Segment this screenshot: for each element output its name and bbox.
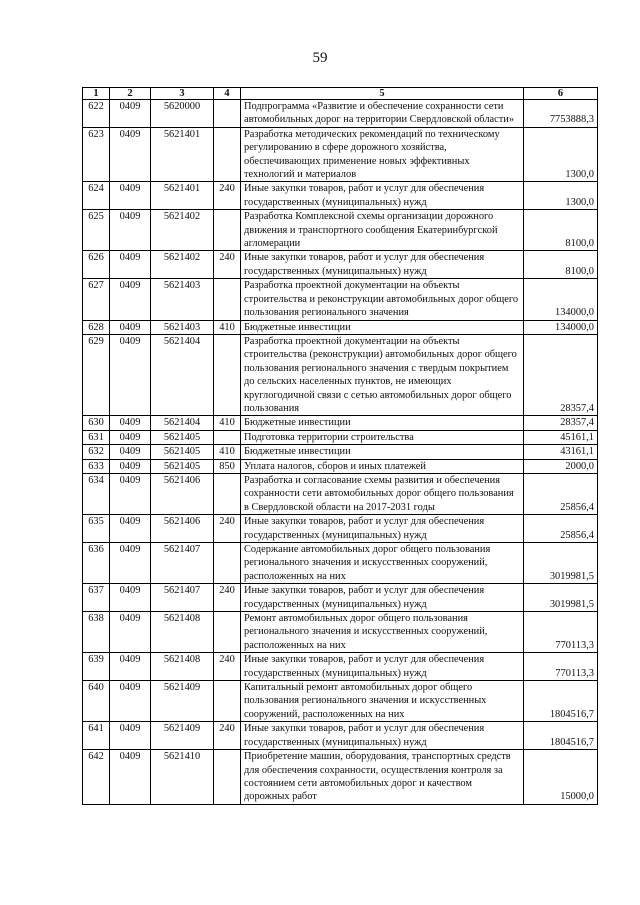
row-number: 640: [83, 681, 110, 722]
expense-type-code: 240: [214, 722, 241, 750]
target-article-code: 5621405: [151, 459, 214, 473]
target-article-code: 5620000: [151, 100, 214, 128]
table-row: [83, 473, 598, 514]
row-number: 636: [83, 543, 110, 584]
header-col-6: 6: [524, 88, 598, 100]
item-name: Разработка методических рекомендаций по техническому регулированию в сфере дорожного хозяйства, обеспечивающих применение новых эффективных технологий и материалов: [241, 127, 524, 182]
amount: 1300,0: [524, 182, 598, 210]
table-row: [83, 251, 598, 279]
amount: 25856,4: [524, 473, 598, 514]
table-row: [83, 279, 598, 320]
expense-type-code: [214, 210, 241, 251]
target-article-code: 5621407: [151, 584, 214, 612]
amount: 3019981,5: [524, 584, 598, 612]
item-name: Разработка проектной документации на объекты строительства и реконструкции автомобильных дорог общего пользования регионального значения: [241, 279, 524, 320]
item-name: Уплата налогов, сборов и иных платежей: [241, 459, 524, 473]
section-code: 0409: [110, 473, 151, 514]
table-row: [83, 543, 598, 584]
row-number: 635: [83, 515, 110, 543]
section-code: 0409: [110, 584, 151, 612]
expense-type-code: [214, 334, 241, 415]
target-article-code: 5621409: [151, 681, 214, 722]
target-article-code: 5621403: [151, 320, 214, 334]
table-row: [83, 459, 598, 473]
item-name: Подпрограмма «Развитие и обеспечение сохранности сети автомобильных дорог на территории Свердловской области»: [241, 100, 524, 128]
table-row: [83, 416, 598, 430]
section-code: 0409: [110, 750, 151, 805]
row-number: 631: [83, 430, 110, 444]
expense-type-code: [214, 430, 241, 444]
expense-type-code: 850: [214, 459, 241, 473]
table-row: [83, 653, 598, 681]
amount: 770113,3: [524, 612, 598, 653]
row-number: 638: [83, 612, 110, 653]
section-code: 0409: [110, 182, 151, 210]
amount: 8100,0: [524, 251, 598, 279]
section-code: 0409: [110, 445, 151, 459]
header-col-3: 3: [151, 88, 214, 100]
target-article-code: 5621406: [151, 515, 214, 543]
expense-type-code: 240: [214, 182, 241, 210]
item-name: Разработка проектной документации на объекты строительства (реконструкции) автомобильных дорог общего пользования регионального значения с твердым покрытием до сельских населенных пунктов, не имеющих круглогодичной связи с сетью автомобильных дорог общего пользования: [241, 334, 524, 415]
target-article-code: 5621401: [151, 127, 214, 182]
budget-table: [82, 87, 598, 805]
target-article-code: 5621404: [151, 416, 214, 430]
amount: 25856,4: [524, 515, 598, 543]
table-row: [83, 445, 598, 459]
item-name: Бюджетные инвестиции: [241, 445, 524, 459]
target-article-code: 5621402: [151, 210, 214, 251]
table-row: [83, 334, 598, 415]
table-body: [83, 100, 598, 805]
target-article-code: 5621408: [151, 653, 214, 681]
table-row: [83, 612, 598, 653]
expense-type-code: 240: [214, 653, 241, 681]
table-row: [83, 584, 598, 612]
target-article-code: 5621407: [151, 543, 214, 584]
row-number: 639: [83, 653, 110, 681]
row-number: 622: [83, 100, 110, 128]
table-row: [83, 750, 598, 805]
amount: 8100,0: [524, 210, 598, 251]
section-code: 0409: [110, 612, 151, 653]
section-code: 0409: [110, 515, 151, 543]
header-col-4: 4: [214, 88, 241, 100]
table-row: [83, 681, 598, 722]
amount: 134000,0: [524, 320, 598, 334]
expense-type-code: 240: [214, 515, 241, 543]
target-article-code: 5621409: [151, 722, 214, 750]
table-row: [83, 100, 598, 128]
header-row: [83, 88, 598, 100]
section-code: 0409: [110, 653, 151, 681]
section-code: 0409: [110, 100, 151, 128]
table-row: [83, 210, 598, 251]
section-code: 0409: [110, 722, 151, 750]
table-row: [83, 182, 598, 210]
amount: 28357,4: [524, 416, 598, 430]
expense-type-code: [214, 127, 241, 182]
table-header: [83, 88, 598, 100]
amount: 1804516,7: [524, 722, 598, 750]
item-name: Иные закупки товаров, работ и услуг для обеспечения государственных (муниципальных) нужд: [241, 182, 524, 210]
section-code: 0409: [110, 210, 151, 251]
table-row: [83, 722, 598, 750]
item-name: Разработка и согласование схемы развития и обеспечения сохранности сети автомобильных дорог общего пользования в Свердловской области на 2017-2031 годы: [241, 473, 524, 514]
amount: 43161,1: [524, 445, 598, 459]
expense-type-code: 240: [214, 251, 241, 279]
item-name: Приобретение машин, оборудования, транспортных средств для обеспечения сохранности, осуществления контроля за состоянием сети автомобильных дорог и качеством дорожных работ: [241, 750, 524, 805]
expense-type-code: [214, 100, 241, 128]
item-name: Ремонт автомобильных дорог общего пользования регионального значения и искусственных сооружений, расположенных на них: [241, 612, 524, 653]
page-number: 59: [312, 50, 328, 66]
section-code: 0409: [110, 459, 151, 473]
row-number: 625: [83, 210, 110, 251]
section-code: 0409: [110, 543, 151, 584]
section-code: 0409: [110, 127, 151, 182]
row-number: 628: [83, 320, 110, 334]
expense-type-code: [214, 543, 241, 584]
item-name: Иные закупки товаров, работ и услуг для обеспечения государственных (муниципальных) нужд: [241, 251, 524, 279]
expense-type-code: [214, 612, 241, 653]
target-article-code: 5621408: [151, 612, 214, 653]
amount: 134000,0: [524, 279, 598, 320]
row-number: 627: [83, 279, 110, 320]
item-name: Бюджетные инвестиции: [241, 320, 524, 334]
header-col-1: 1: [83, 88, 110, 100]
header-col-5: 5: [241, 88, 524, 100]
amount: 45161,1: [524, 430, 598, 444]
expense-type-code: [214, 750, 241, 805]
row-number: 634: [83, 473, 110, 514]
row-number: 637: [83, 584, 110, 612]
table-row: [83, 515, 598, 543]
row-number: 626: [83, 251, 110, 279]
target-article-code: 5621405: [151, 445, 214, 459]
row-number: 623: [83, 127, 110, 182]
item-name: Капитальный ремонт автомобильных дорог общего пользования регионального значения и искусственных сооружений, расположенных на них: [241, 681, 524, 722]
expense-type-code: 410: [214, 416, 241, 430]
item-name: Разработка Комплексной схемы организации дорожного движения и транспортного сообщения Екатеринбургской агломерации: [241, 210, 524, 251]
row-number: 632: [83, 445, 110, 459]
expense-type-code: [214, 279, 241, 320]
item-name: Подготовка территории строительства: [241, 430, 524, 444]
item-name: Иные закупки товаров, работ и услуг для обеспечения государственных (муниципальных) нужд: [241, 653, 524, 681]
expense-type-code: 240: [214, 584, 241, 612]
target-article-code: 5621405: [151, 430, 214, 444]
item-name: Иные закупки товаров, работ и услуг для обеспечения государственных (муниципальных) нужд: [241, 515, 524, 543]
expense-type-code: [214, 681, 241, 722]
target-article-code: 5621404: [151, 334, 214, 415]
target-article-code: 5621406: [151, 473, 214, 514]
amount: 7753888,3: [524, 100, 598, 128]
item-name: Бюджетные инвестиции: [241, 416, 524, 430]
item-name: Иные закупки товаров, работ и услуг для обеспечения государственных (муниципальных) нужд: [241, 722, 524, 750]
amount: 3019981,5: [524, 543, 598, 584]
amount: 2000,0: [524, 459, 598, 473]
row-number: 641: [83, 722, 110, 750]
expense-type-code: 410: [214, 445, 241, 459]
target-article-code: 5621403: [151, 279, 214, 320]
row-number: 629: [83, 334, 110, 415]
header-col-2: 2: [110, 88, 151, 100]
section-code: 0409: [110, 279, 151, 320]
target-article-code: 5621402: [151, 251, 214, 279]
row-number: 624: [83, 182, 110, 210]
section-code: 0409: [110, 416, 151, 430]
amount: 770113,3: [524, 653, 598, 681]
amount: 1804516,7: [524, 681, 598, 722]
expense-type-code: 410: [214, 320, 241, 334]
row-number: 630: [83, 416, 110, 430]
section-code: 0409: [110, 430, 151, 444]
expense-type-code: [214, 473, 241, 514]
section-code: 0409: [110, 320, 151, 334]
row-number: 642: [83, 750, 110, 805]
table-row: [83, 320, 598, 334]
row-number: 633: [83, 459, 110, 473]
target-article-code: 5621410: [151, 750, 214, 805]
table-row: [83, 430, 598, 444]
amount: 1300,0: [524, 127, 598, 182]
item-name: Иные закупки товаров, работ и услуг для обеспечения государственных (муниципальных) нужд: [241, 584, 524, 612]
amount: 15000,0: [524, 750, 598, 805]
section-code: 0409: [110, 681, 151, 722]
section-code: 0409: [110, 334, 151, 415]
target-article-code: 5621401: [151, 182, 214, 210]
amount: 28357,4: [524, 334, 598, 415]
item-name: Содержание автомобильных дорог общего пользования регионального значения и искусственных сооружений, расположенных на них: [241, 543, 524, 584]
section-code: 0409: [110, 251, 151, 279]
table-row: [83, 127, 598, 182]
